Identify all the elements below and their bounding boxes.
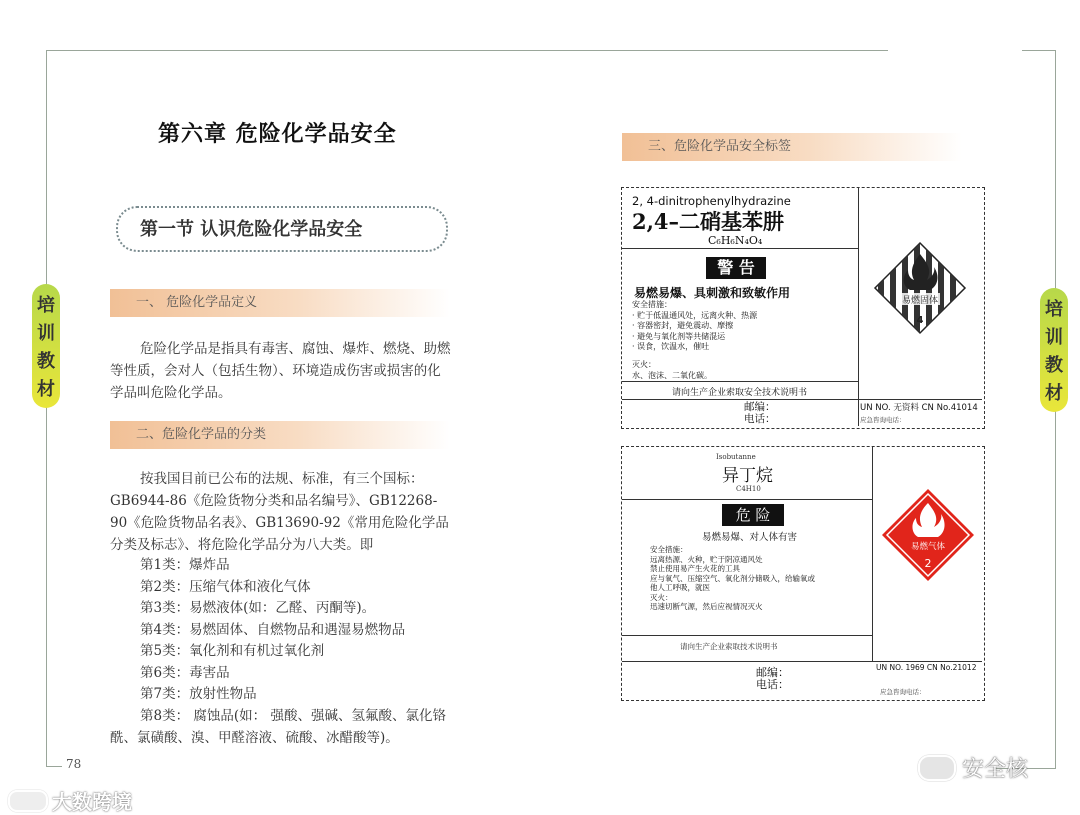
un-number: UN NO. 1969 CN No.21012: [876, 663, 977, 672]
manual-note: 请向生产企业索取技术说明书: [680, 642, 778, 651]
class-item: 第5类：氧化剂和有机过氧化剂: [140, 643, 325, 659]
flammable-gas-pictogram: [880, 487, 976, 583]
divider: [622, 381, 858, 382]
page-frame-left: [46, 50, 47, 766]
divider: [622, 399, 982, 400]
signal-word: 危 险: [722, 504, 784, 526]
pictogram-class: 2: [924, 557, 932, 570]
fire-detail: 水、泡沫、二氧化碳。: [632, 370, 712, 380]
page-frame-top: [46, 50, 888, 51]
side-tab-char: 教: [37, 351, 55, 372]
chemical-formula: C4H10: [736, 485, 761, 493]
measure-line: · 贮于低温通风处，远离火种、热源: [632, 310, 758, 320]
page-frame-right-top: [1022, 50, 1056, 51]
measure-line: · 误食，饮温水，催吐: [632, 342, 710, 351]
side-tab-char: 培: [37, 295, 55, 316]
class-item: 第4类：易燃固体、自燃物品和遇湿易燃物品: [140, 621, 406, 638]
measure-line: 应与氧气、压缩空气、氧化剂分储吸入，给输氧或: [650, 573, 815, 583]
chat-bubble-icon: [8, 790, 48, 812]
definition-line: 危险化学品是指具有毒害、腐蚀、爆炸、燃烧、助燃: [140, 341, 451, 357]
signal-word: 警 告: [706, 257, 766, 279]
definition-paragraph: [110, 338, 470, 404]
measure-line: · 避免与氧化剂等共储混运: [632, 331, 726, 341]
measures-title: 安全措施：: [632, 300, 672, 309]
pictogram-label: 易燃气体: [910, 542, 946, 552]
measure-line: · 容器密封，避免震动、摩擦: [632, 321, 734, 330]
watermark-text: 安全核: [962, 757, 1029, 782]
divider: [622, 635, 872, 636]
heading-safety-labels: 三、危险化学品安全标签: [622, 133, 962, 161]
chemical-formula: C₆H₆N₄O₄: [708, 234, 763, 247]
contact-info: [744, 401, 776, 425]
english-name: Isobutanne: [716, 453, 756, 461]
page-number: 78: [66, 757, 82, 771]
side-tab-char: 教: [1045, 355, 1063, 376]
chinese-name: 异丁烷: [722, 466, 773, 486]
chapter-title: 第六章 危险化学品安全: [158, 122, 397, 147]
class-item: 第3类：易燃液体(如：乙醛、丙酮等)。: [140, 600, 376, 616]
fire-fighting: [632, 360, 712, 381]
intro-line: GB6944-86《危险货物分类和品名编号》、GB12268-: [110, 493, 438, 509]
class-item: 第6类：毒害品: [140, 664, 230, 681]
wechat-icon: [918, 755, 956, 781]
class-item: 第8类： 腐蚀品(如： 强酸、强碱、氢氟酸、氯化铬: [140, 707, 446, 724]
safety-measures: [632, 300, 757, 353]
intro-line: 90《危险货物品名表》、GB13690-92《常用危险化学品: [110, 515, 449, 531]
divider: [622, 661, 982, 662]
watermark-bottom-right: [918, 752, 1028, 783]
heading-classification: 二、危险化学品的分类: [110, 421, 450, 449]
side-tab-char: 训: [37, 323, 55, 344]
classification-intro: [110, 468, 500, 556]
chinese-name: 2,4–二硝基苯肼: [632, 209, 785, 234]
fire-title: 灭火：: [632, 360, 656, 369]
definition-line: 等性质，会对人（包括生物）、环境造成伤害或损害的化: [110, 363, 441, 379]
side-tab-right: [1040, 288, 1068, 412]
divider: [622, 499, 872, 500]
un-number: UN NO. 无资料 CN No.41014: [860, 403, 978, 413]
side-tab-char: 培: [1045, 299, 1063, 320]
divider: [622, 248, 858, 249]
measure-line: 远离热源、火种，贮于阴凉通风处: [650, 554, 763, 564]
side-tab-char: 训: [1045, 327, 1063, 348]
postcode-label: 邮编：: [744, 401, 776, 413]
heading-definition: 一、 危险化学品定义: [110, 289, 450, 317]
hazard-statement: 易燃易爆、具刺激和致敏作用: [634, 286, 791, 300]
pictogram-label: 易燃固体: [901, 296, 939, 306]
class-item: 第7类：放射性物品: [140, 686, 257, 702]
hazard-statement: 易燃易爆、对人体有害: [702, 532, 798, 543]
pictogram-class: 4: [916, 315, 924, 326]
watermark-bottom-left: [8, 786, 132, 815]
measure-line: 安全措施：: [650, 545, 688, 554]
page-frame-bottom-left: [46, 766, 62, 767]
watermark-text: 大数跨境: [52, 790, 132, 814]
class-8-continued: 酰、氯磺酸、溴、甲醛溶液、硫酸、冰醋酸等)。: [110, 730, 399, 746]
section-title: 第一节 认识危险化学品安全: [140, 219, 363, 240]
side-tab-left: [32, 284, 60, 408]
manual-note: 请向生产企业索取安全技术说明书: [672, 388, 808, 398]
english-name: 2, 4-dinitrophenylhydrazine: [632, 194, 791, 208]
flammable-solid-pictogram: [872, 240, 968, 336]
contact-info: [756, 667, 789, 691]
side-tab-char: 材: [1045, 383, 1063, 404]
emergency-phone: 应急咨询电话：: [880, 688, 926, 696]
phone-label: 电话：: [744, 413, 776, 425]
measure-line: 迅速切断气源，然后应视情况灭火: [650, 602, 763, 611]
measure-line: 灭火：: [650, 592, 673, 602]
class-item: 第1类：爆炸品: [140, 557, 230, 573]
postcode-label: 邮编：: [756, 666, 789, 679]
class-item: 第2类：压缩气体和液化气体: [140, 578, 311, 595]
safety-measures: [650, 545, 815, 612]
safety-label-dinitrophenylhydrazine: [621, 187, 985, 429]
intro-line: 分类及标志》、将危险化学品分为八大类。即: [110, 537, 374, 553]
definition-line: 学品叫危险化学品。: [110, 385, 232, 401]
measure-line: 他人工呼吸，就医: [650, 583, 710, 592]
measure-line: 禁止使用易产生火花的工具: [650, 564, 740, 573]
safety-label-isobutane: [621, 446, 985, 701]
intro-line: 按我国目前已公布的法规、标准，有三个国标：: [140, 471, 424, 487]
emergency-phone: 应急咨询电话：: [860, 416, 906, 424]
class-list: [140, 555, 500, 727]
side-tab-char: 材: [37, 379, 55, 400]
phone-label: 电话：: [756, 678, 789, 691]
